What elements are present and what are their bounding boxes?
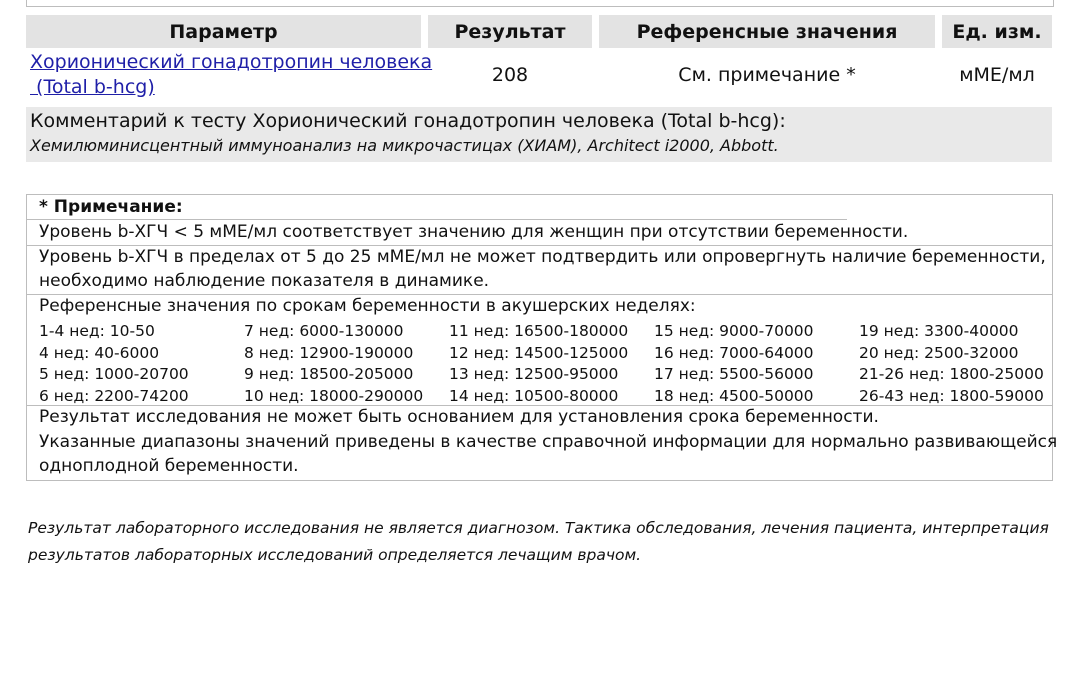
test-name-line2[interactable]: (Total b-hcg) — [30, 76, 155, 98]
note-line-4: Результат исследования не может быть основанием для установления срока беременности. — [39, 407, 879, 427]
week-range: 5 нед: 1000-20700 — [39, 365, 189, 383]
week-range: 6 нед: 2200-74200 — [39, 386, 189, 405]
header-reference: Референсные значения — [599, 15, 935, 48]
week-range: 19 нед: 3300-40000 — [859, 322, 1019, 340]
section-header-cut — [26, 0, 1054, 7]
test-name-link[interactable] — [30, 50, 432, 100]
disclaimer-line-2: результатов лабораторных исследований определяется лечащим врачом. — [28, 546, 642, 564]
note-line-6: одноплодной беременности. — [39, 456, 299, 476]
week-range: 20 нед: 2500-32000 — [859, 343, 1019, 362]
week-range: 12 нед: 14500-125000 — [449, 343, 629, 362]
note-line-5: Указанные диапазоны значений приведены в качестве справочной информации для нормально развивающейся — [39, 432, 1058, 452]
week-range: 11 нед: 16500-180000 — [449, 322, 629, 340]
week-range: 14 нед: 10500-80000 — [449, 386, 619, 405]
pregnancy-weeks-grid — [39, 321, 1049, 407]
header-unit: Ед. изм. — [942, 15, 1052, 48]
week-range: 16 нед: 7000-64000 — [654, 343, 814, 362]
test-comment — [26, 107, 1052, 162]
disclaimer-line-1: Результат лабораторного исследования не является диагнозом. Тактика обследования, лечения пациента, интерпретация — [28, 519, 1049, 537]
week-range: 18 нед: 4500-50000 — [654, 386, 814, 405]
header-parameter: Параметр — [26, 15, 421, 48]
week-range: 1-4 нед: 10-50 — [39, 322, 155, 340]
comment-title: Комментарий к тесту Хорионический гонадотропин человека (Total b-hcg): — [30, 110, 786, 132]
note-line-1: Уровень b-ХГЧ < 5 мМЕ/мл соответствует значению для женщин при отсутствии беременности. — [39, 222, 909, 242]
week-range: 26-43 нед: 1800-59000 — [859, 386, 1044, 405]
week-range: 13 нед: 12500-95000 — [449, 365, 619, 383]
note-line-3: Референсные значения по срокам беременности в акушерских неделях: — [39, 296, 696, 316]
disclaimer — [28, 515, 1049, 569]
test-name-line1[interactable]: Хорионический гонадотропин человека — [30, 51, 433, 73]
week-range: 21-26 нед: 1800-25000 — [859, 365, 1044, 383]
divider — [27, 294, 1052, 295]
result-value: 208 — [491, 64, 529, 86]
week-range: 9 нед: 18500-205000 — [244, 365, 414, 383]
notes-title: * Примечание: — [39, 197, 183, 217]
week-range: 7 нед: 6000-130000 — [244, 322, 404, 340]
week-range: 8 нед: 12900-190000 — [244, 343, 414, 362]
unit-value: мМЕ/мл — [959, 64, 1035, 86]
header-result: Результат — [428, 15, 592, 48]
week-range: 17 нед: 5500-56000 — [654, 365, 814, 383]
week-range: 10 нед: 18000-290000 — [244, 386, 424, 405]
reference-value: См. примечание * — [678, 64, 856, 86]
divider — [27, 405, 1052, 406]
week-range: 4 нед: 40-6000 — [39, 343, 160, 362]
week-range: 15 нед: 9000-70000 — [654, 322, 814, 340]
comment-method: Хемилюминисцентный иммуноанализ на микрочастицах (ХИАМ), Architect i2000, Abbott. — [30, 136, 779, 155]
note-line-2a: Уровень b-ХГЧ в пределах от 5 до 25 мМЕ/мл не может подтвердить или опровергнуть наличие беременности, — [39, 247, 1046, 267]
note-line-2b: необходимо наблюдение показателя в динамике. — [39, 271, 490, 291]
divider — [27, 245, 1052, 246]
notes-box — [26, 194, 1058, 481]
